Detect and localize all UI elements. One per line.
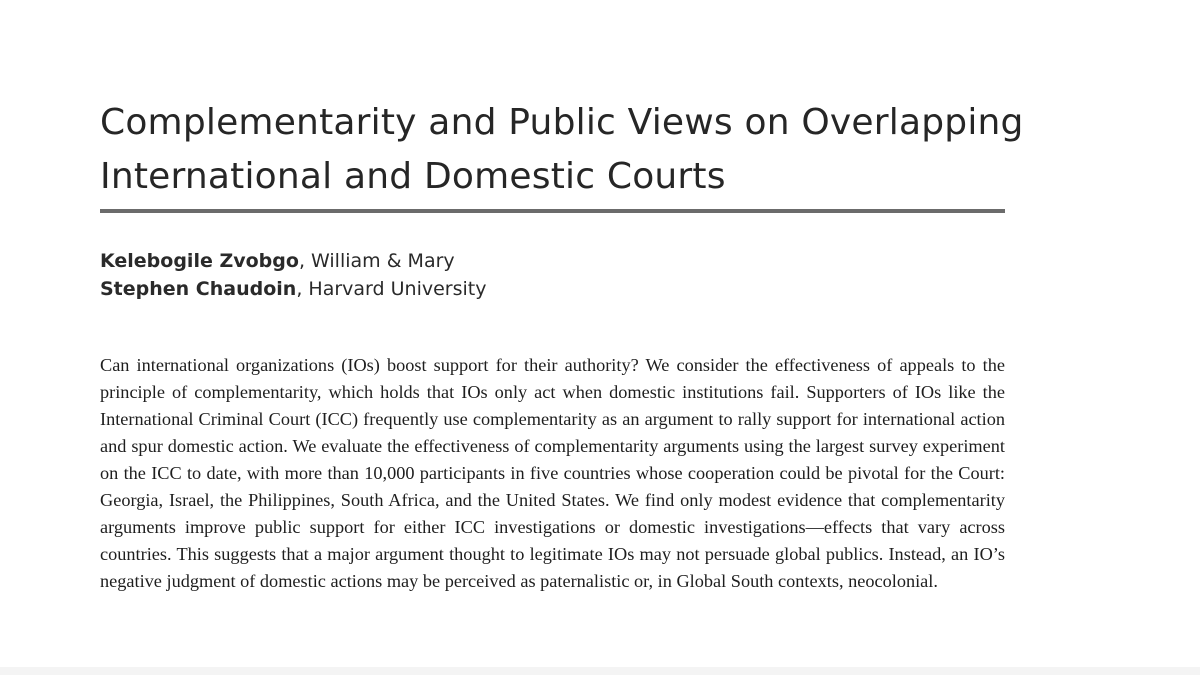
author-name: Stephen Chaudoin	[100, 278, 297, 300]
page-bottom-edge	[0, 667, 1200, 675]
abstract-text: Can international organizations (IOs) boost support for their authority? We consider the effectiveness of appeals to the principle of complementarity, which holds that IOs only act when domestic institutions fail. Supporters of IOs like the International Criminal Court (ICC) frequently use complementarity as an argument to rally support for international action and spur domestic action. We evaluate the effectiveness of complementarity arguments using the largest survey experiment on the ICC to date, with more than 10,000 participants in five countries whose cooperation could be pivotal for the Court: Georgia, Israel, the Philippines, South Africa, and the United States. We find only modest evidence that complementarity arguments improve public support for either ICC investigations or domestic investigations—effects that vary across countries. This suggests that a major argument thought to legitimate IOs may not persuade global publics. Instead, an IO’s negative judgment of domestic actions may be perceived as paternalistic or, in Global South contexts, neocolonial.	[100, 355, 1005, 591]
author-affiliation: , Harvard University	[296, 278, 487, 300]
author-affiliation: , William & Mary	[298, 250, 455, 272]
author-list	[100, 247, 486, 303]
author-name: Kelebogile Zvobgo	[100, 250, 299, 272]
author-line-2	[100, 275, 486, 303]
paper-title: Complementarity and Public Views on Overlapping International and Domestic Courts	[100, 102, 1024, 197]
title-divider	[100, 209, 1005, 213]
author-line-1	[100, 247, 486, 275]
